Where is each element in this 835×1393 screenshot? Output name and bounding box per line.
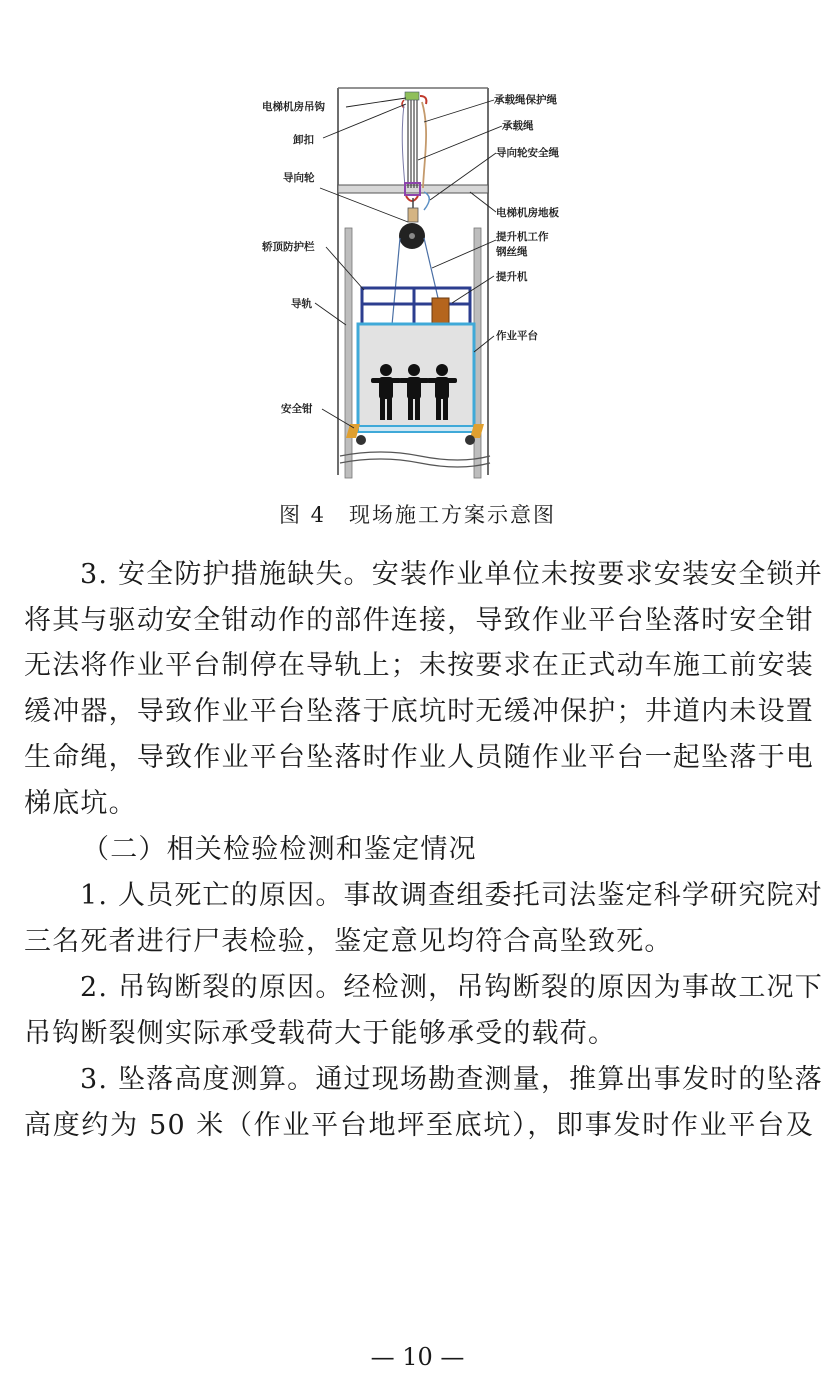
label-platform: 作业平台 [496,330,538,342]
paragraph-line: 2. 吊钩断裂的原因。经检测，吊钩断裂的原因为事故工况下 [80,972,823,1003]
paragraph-line: 3. 坠落高度测算。通过现场勘查测量，推算出事发时的坠落 [80,1064,823,1095]
page-number: — 10 — [370,1343,465,1371]
label-hoist-rope-1: 提升机工作 [496,231,549,243]
label-machine-floor: 电梯机房地板 [496,207,559,219]
paragraph-line: 三名死者进行尸表检验，鉴定意见均符合高坠致死。 [24,926,673,957]
label-safety-gear: 安全钳 [281,403,313,415]
right-leader-lines [418,100,502,352]
label-protect-rope: 承载绳保护绳 [494,94,557,106]
label-guide-rail: 导轨 [291,298,312,310]
paragraph-line: 缓冲器，导致作业平台坠落于底坑时无缓冲保护；井道内未设置 [24,696,814,727]
construction-scheme-diagram [0,0,835,500]
label-pulley-rope: 导向轮安全绳 [496,147,559,159]
label-hook: 电梯机房吊钩 [262,101,325,113]
paragraph-line: 3. 安全防护措施缺失。安装作业单位未按要求安装安全锁并 [80,559,823,590]
label-guardrail: 轿顶防护栏 [262,241,315,253]
label-hoist-rope-2: 钢丝绳 [496,246,528,258]
label-load-rope: 承载绳 [502,120,534,132]
paragraph-line: 梯底坑。 [24,788,137,819]
paragraph-line: 吊钩断裂侧实际承受载荷大于能够承受的载荷。 [24,1018,617,1049]
label-pulley: 导向轮 [283,172,315,184]
section-heading: （二）相关检验检测和鉴定情况 [82,834,477,865]
paragraph-line: 将其与驱动安全钳动作的部件连接，导致作业平台坠落时安全钳 [24,605,814,636]
paragraph-line: 高度约为 50 米（作业平台地坪至底坑），即事发时作业平台及 [24,1110,814,1141]
machine-room-floor [338,185,488,193]
load-ropes [402,100,426,188]
pulley-hanger [408,208,418,222]
left-guide-rail [345,228,352,478]
label-hoist: 提升机 [496,271,528,283]
paragraph-line: 1. 人员死亡的原因。事故调查组委托司法鉴定科学研究院对 [80,880,823,911]
figure-caption: 图 4 现场施工方案示意图 [278,503,557,527]
paragraph-line: 无法将作业平台制停在导轨上；未按要求在正式动车施工前安装 [24,650,814,681]
label-shackle: 卸扣 [293,134,314,146]
hoist [432,298,449,323]
car-top-guardrail [362,288,470,324]
paragraph-line: 生命绳，导致作业平台坠落时作业人员随作业平台一起坠落于电 [24,742,814,773]
